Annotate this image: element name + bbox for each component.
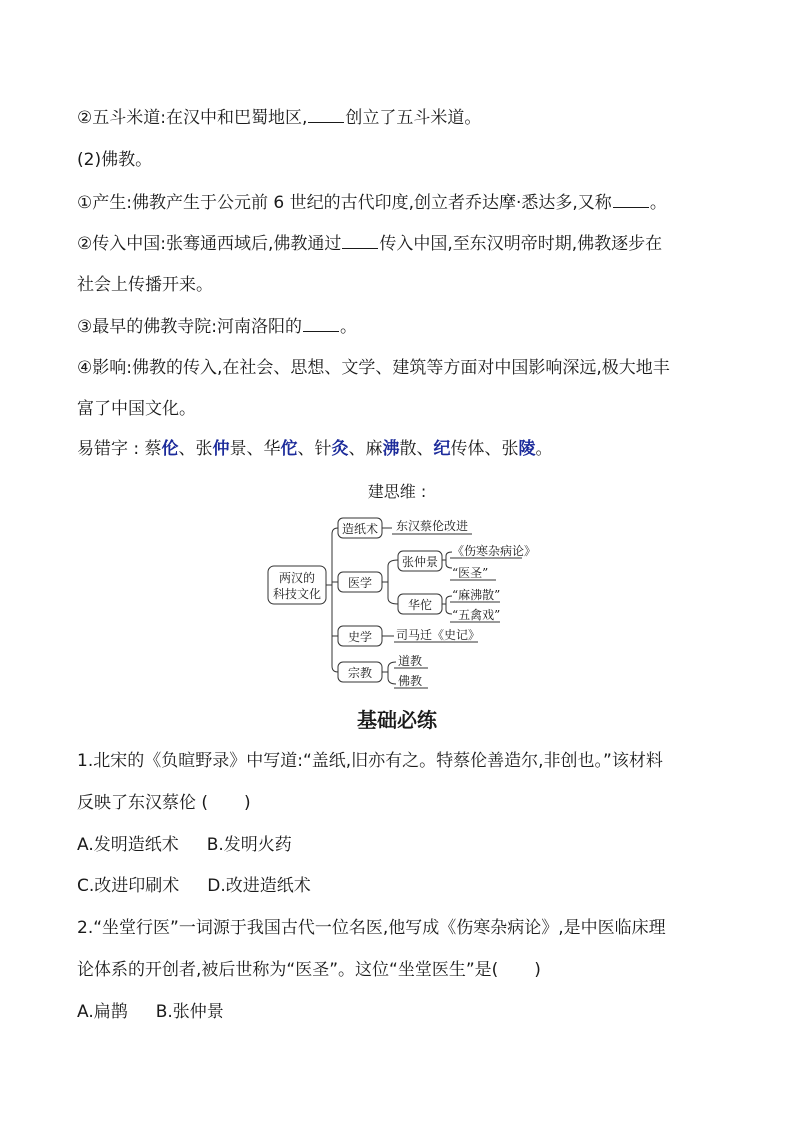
typo-text: 、针 xyxy=(297,439,332,459)
mindmap-node-papermaking: 造纸术 xyxy=(341,522,379,536)
mindmap-note-papermaking: 东汉蔡伦改进 xyxy=(396,519,469,533)
text-segment: 1.北宋的《负暄野录》中写道:“盖纸,旧亦有之。特蔡伦善造尔,非创也。”该材料 xyxy=(77,751,663,771)
fill-in-blank xyxy=(303,313,339,332)
text-segment: 传入中国,至东汉明帝时期,佛教逐步在 xyxy=(379,234,663,254)
text-segment: ①产生:佛教产生于公元前 6 世纪的古代印度,创立者乔达摩·悉达多,又称 xyxy=(77,193,612,213)
text-segment: ) xyxy=(534,960,541,980)
text-segment: 论体系的开创者,被后世称为“医圣”。这位“坐堂医生”是( xyxy=(77,960,499,980)
typo-label: 易错字 : xyxy=(77,439,145,459)
text-segment: ②传入中国:张骞通西域后,佛教通过 xyxy=(77,234,342,254)
mindmap-node-medicine: 医学 xyxy=(347,576,373,590)
mindmap-heading: 建思维 : xyxy=(367,482,427,501)
typo-text: 。 xyxy=(535,439,553,459)
text-line xyxy=(77,230,662,257)
typo-highlight-char: 沸 xyxy=(382,439,400,459)
mindmap-leaf-zhang-2: “医圣” xyxy=(452,566,489,580)
option-c[interactable]: C.改进印刷术 xyxy=(77,876,180,896)
option-a[interactable]: A.发明造纸术 xyxy=(77,835,179,855)
mindmap-connector xyxy=(388,560,398,604)
typo-text: 传体、张 xyxy=(450,439,519,459)
mindmap-leaf-religion-1: 道教 xyxy=(398,654,423,668)
subheading xyxy=(77,147,152,173)
mindmap-leaf-hua-2: “五禽戏” xyxy=(452,608,501,622)
mindmap-root-line2: 科技文化 xyxy=(272,587,322,601)
question-2-options-row1 xyxy=(77,999,252,1025)
text-segment: 反映了东汉蔡伦 ( xyxy=(77,793,209,813)
text-segment: (2)佛教。 xyxy=(77,150,153,170)
mindmap-connector xyxy=(332,528,338,672)
mindmap-leaf-zhang-1: 《伤寒杂病论》 xyxy=(452,544,537,558)
text-segment: ④影响:佛教的传入,在社会、思想、文学、建筑等方面对中国影响深远,极大地丰 xyxy=(77,358,670,378)
text-segment: 。 xyxy=(649,193,667,213)
text-segment: 社会上传播开来。 xyxy=(77,275,213,295)
mindmap-node-hua: 华佗 xyxy=(407,598,433,612)
text-line xyxy=(77,396,196,422)
typo-highlight-char: 陵 xyxy=(518,439,536,459)
mindmap-note-history: 司马迁《史记》 xyxy=(396,628,481,642)
text-segment: 富了中国文化。 xyxy=(77,399,196,419)
fill-in-blank xyxy=(613,189,649,208)
mindmap-node-history: 史学 xyxy=(347,630,373,644)
typo-text: 、麻 xyxy=(348,439,383,459)
question-2-stem xyxy=(77,915,666,941)
question-1-stem xyxy=(77,748,663,774)
typo-highlight-char: 伦 xyxy=(161,439,179,459)
mindmap-leaf-religion-2: 佛教 xyxy=(398,674,423,688)
typo-highlight-char: 佗 xyxy=(280,439,298,459)
typo-text: 散、 xyxy=(399,439,434,459)
question-1-options-row2 xyxy=(77,873,339,899)
typo-characters-line xyxy=(77,436,553,462)
text-segment: ③最早的佛教寺院:河南洛阳的 xyxy=(77,317,302,337)
question-1-stem-line2 xyxy=(77,790,251,816)
fill-in-blank xyxy=(308,104,344,123)
typo-characters xyxy=(145,439,553,459)
typo-text: 景、华 xyxy=(229,439,281,459)
option-a[interactable]: A.扁鹊 xyxy=(77,1002,128,1022)
typo-text: 蔡 xyxy=(144,439,162,459)
text-line xyxy=(77,355,670,381)
section-title: 基础必练 xyxy=(357,708,437,732)
text-line xyxy=(77,189,667,216)
question-2-stem-line2 xyxy=(77,957,541,983)
text-line xyxy=(77,272,213,298)
text-segment: ) xyxy=(244,793,251,813)
typo-highlight-char: 灸 xyxy=(331,439,349,459)
question-1-options-row1 xyxy=(77,832,320,858)
typo-text: 、张 xyxy=(178,439,213,459)
option-b[interactable]: B.发明火药 xyxy=(206,835,292,855)
typo-highlight-char: 纪 xyxy=(433,439,451,459)
text-segment: ②五斗米道:在汉中和巴蜀地区, xyxy=(77,108,308,128)
mindmap-connector xyxy=(388,662,396,684)
text-line xyxy=(77,313,357,340)
mindmap-diagram xyxy=(260,510,550,696)
text-segment: 创立了五斗米道。 xyxy=(345,108,482,128)
mindmap-node-zhang: 张仲景 xyxy=(401,555,439,569)
option-d[interactable]: D.改进造纸术 xyxy=(207,876,311,896)
mindmap-root-line1: 两汉的 xyxy=(278,571,316,585)
text-line xyxy=(77,104,481,131)
typo-highlight-char: 仲 xyxy=(212,439,230,459)
mindmap-node-religion: 宗教 xyxy=(347,666,373,680)
option-b[interactable]: B.张仲景 xyxy=(155,1002,224,1022)
mindmap-leaf-hua-1: “麻沸散” xyxy=(452,588,501,602)
text-segment: 。 xyxy=(339,317,357,337)
fill-in-blank xyxy=(342,230,378,249)
text-segment: 2.“坐堂行医”一词源于我国古代一位名医,他写成《伤寒杂病论》,是中医临床理 xyxy=(77,918,666,938)
